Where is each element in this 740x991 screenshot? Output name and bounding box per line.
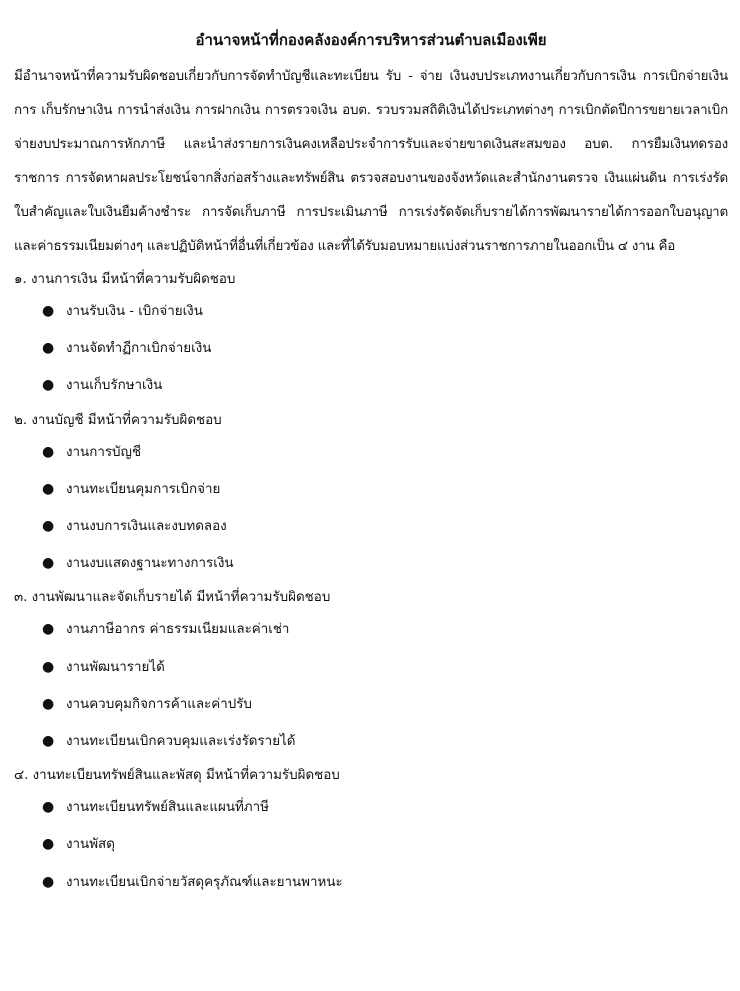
section-list	[14, 611, 728, 760]
section-2	[14, 408, 728, 583]
bullet-icon: ●	[42, 443, 55, 460]
list-item	[14, 649, 728, 686]
bullet-icon: ●	[42, 873, 55, 890]
section-4	[14, 763, 728, 901]
section-1	[14, 267, 728, 405]
list-item-text: งานจัดทำฏีกาเบิกจ่ายเงิน	[66, 341, 212, 357]
section-heading: ๓. งานพัฒนาและจัดเก็บรายได้ มีหน้าที่ความรับผิดชอบ	[14, 590, 331, 606]
bullet-icon: ●	[42, 658, 55, 675]
section-list	[14, 789, 728, 901]
section-list	[14, 293, 728, 405]
list-item-text: งานทะเบียนเบิกจ่ายวัสดุครุภัณฑ์และยานพาหนะ	[66, 874, 343, 890]
bullet-icon: ●	[42, 799, 55, 816]
bullet-icon: ●	[42, 340, 55, 357]
bullet-icon: ●	[42, 695, 55, 712]
bullet-icon: ●	[42, 377, 55, 394]
bullet-icon: ●	[42, 733, 55, 750]
list-item-text: งานควบคุมกิจการค้าและค่าปรับ	[66, 696, 252, 712]
section-heading: ๑. งานการเงิน มีหน้าที่ความรับผิดชอบ	[14, 272, 236, 287]
list-item-text: งานทะเบียนเบิกควบคุมและเร่งรัดรายได้	[66, 734, 296, 750]
document-title: อำนาจหน้าที่กองคลังองค์การบริหารส่วนตำบลเมืองเพีย	[195, 31, 547, 49]
bullet-icon: ●	[42, 555, 55, 572]
section-heading: ๒. งานบัญชี มีหน้าที่ความรับผิดชอบ	[14, 412, 222, 428]
list-item	[14, 471, 728, 508]
list-item	[14, 293, 728, 330]
bullet-icon: ●	[42, 303, 55, 319]
list-item	[14, 789, 728, 826]
list-item	[14, 330, 728, 367]
section-heading: ๔. งานทะเบียนทรัพย์สินและพัสดุ มีหน้าที่ความรับผิดชอบ	[14, 768, 340, 784]
list-item	[14, 826, 728, 863]
list-item-text: งานการบัญชี	[66, 444, 142, 460]
list-item-text: งานทะเบียนคุมการเบิกจ่าย	[66, 481, 221, 497]
list-item	[14, 545, 728, 582]
section-3	[14, 585, 728, 760]
list-item	[14, 508, 728, 545]
bullet-icon: ●	[42, 518, 55, 535]
list-item	[14, 686, 728, 723]
list-item-text: งานรับเงิน - เบิกจ่ายเงิน	[66, 304, 203, 319]
list-item-text: งานทะเบียนทรัพย์สินและแผนที่ภาษี	[66, 800, 269, 816]
intro-paragraph: มีอำนาจหน้าที่ความรับผิดชอบเกี่ยวกับการจัดทำบัญชีและทะเบียน รับ - จ่าย เงินงบประเภทงานเกี่ยวกับการเงิน การเบิกจ่ายเงินการ เก็บรักษาเงิน การนำส่งเงิน การฝากเงิน การตรวจเงิน อบต. รวบรวมสถิติเงินได้ประเภทต่างๆ การเบิกตัดปีการขยายเวลาเบิก จ่ายงบประมาณการหักภาษี และนำส่งรายการเงินคงเหลือประจำการรับและจ่ายขาดเงินสะสมของ อบต. การยืมเงินทดรอง ราชการ การจัดหาผลประโยชน์จากสิ่งก่อสร้างและทรัพย์สิน ตรวจสอบงานของจังหวัดและสำนักงานตรวจ เงินแผ่นดิน การเร่งรัดใบสำคัญและใบเงินยืมค้างชำระ การจัดเก็บภาษี การประเมินภาษี การเร่งรัดจัดเก็บรายได้การพัฒนารายได้การออกใบอนุญาตและค่าธรรมเนียมต่างๆ และปฏิบัติหน้าที่อื่นที่เกี่ยวข้อง และที่ได้รับมอบหมายแบ่งส่วนราชการภายในออกเป็น ๔ งาน คือ	[14, 69, 728, 254]
list-item-text: งานภาษีอากร ค่าธรรมเนียมและค่าเช่า	[66, 622, 290, 638]
list-item	[14, 367, 728, 404]
bullet-icon: ●	[42, 836, 55, 853]
list-item-text: งานงบการเงินและงบทดลอง	[66, 519, 227, 535]
list-item-text: งานพัฒนารายได้	[66, 659, 165, 675]
list-item	[14, 434, 728, 471]
bullet-icon: ●	[42, 621, 55, 638]
list-item	[14, 723, 728, 760]
list-item	[14, 611, 728, 648]
list-item-text: งานเก็บรักษาเงิน	[66, 378, 163, 394]
bullet-icon: ●	[42, 480, 55, 497]
list-item	[14, 864, 728, 901]
list-item-text: งานพัสดุ	[66, 837, 115, 853]
section-list	[14, 434, 728, 583]
list-item-text: งานงบแสดงฐานะทางการเงิน	[66, 556, 234, 572]
